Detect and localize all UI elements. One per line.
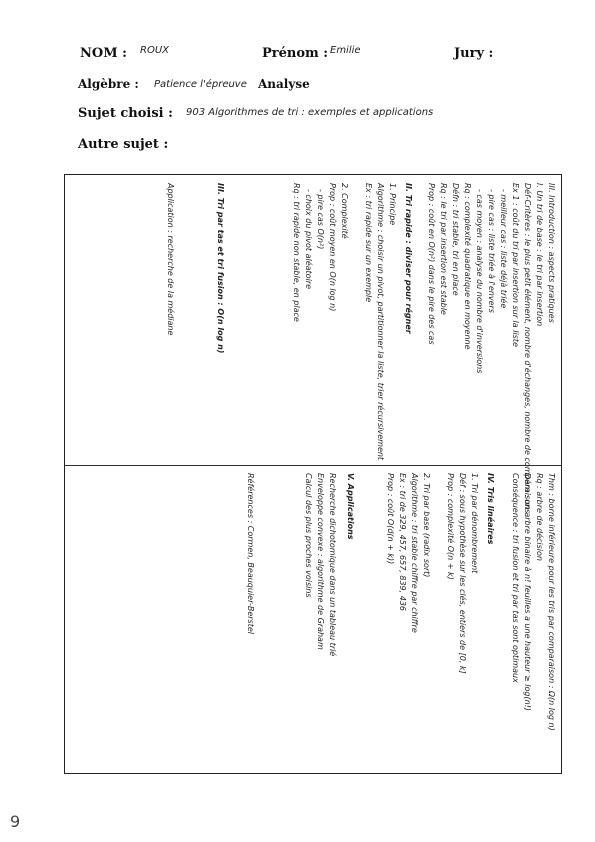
plan-bottom-line: Recherche dichotomique dans un tableau trié xyxy=(328,473,337,657)
plan-frame xyxy=(64,174,562,774)
plan-bottom-line: Thm : borne inférieure pour les tris par comparaison : Ω(n log n) xyxy=(547,473,556,731)
plan-top-line: Ex 1 : coût du tri par insertion sur la liste xyxy=(511,183,520,347)
plan-bottom-line: Prop : coût O(d(n + k)) xyxy=(386,473,395,565)
plan-top-line: Déf-Critères : le plus petit élément, nombre d'échanges, nombre de comparaisons xyxy=(523,183,532,514)
jury-label: Jury : xyxy=(454,46,494,61)
page-number: 9 xyxy=(10,812,21,831)
plan-top-line: III. Introduction : aspects pratiques xyxy=(547,183,556,323)
prenom-label: Prénom : xyxy=(262,46,329,61)
prenom-value: Emilie xyxy=(330,45,361,56)
sujet-value: 903 Algorithmes de tri : exemples et applications xyxy=(186,107,434,118)
autre-sujet-label: Autre sujet : xyxy=(78,137,169,152)
plan-bottom-line: Enveloppe convexe : algorithme de Graham xyxy=(316,473,325,650)
plan-top-line: Rq : complexité quadratique en moyenne xyxy=(463,183,472,350)
plan-divider xyxy=(65,465,561,466)
algebre-label: Algèbre : xyxy=(78,77,139,91)
plan-top-line: - choix du pivot aléatoire xyxy=(304,189,313,290)
plan-bottom-line: 1. Tri par dénombrement xyxy=(470,473,479,574)
plan-bottom-line: Références : Cormen, Beauquier-Berstel xyxy=(246,473,255,634)
plan-top-line: Défn : tri stable, tri en place xyxy=(451,183,460,296)
plan-bottom-line: Rq : arbre de décision xyxy=(535,473,544,561)
plan-top-line: Prop : coût en O(n²) dans le pire des cas xyxy=(427,183,436,345)
plan-bottom-line: 2. Tri par base (radix sort) xyxy=(422,473,431,578)
nom-label: NOM : xyxy=(80,46,127,61)
plan-bottom-line: Prop : complexité O(n + k) xyxy=(446,473,455,580)
plan-bottom-line: IV. Tris linéaires xyxy=(486,473,495,545)
plan-bottom-line: V. Applications xyxy=(346,473,355,540)
plan-bottom-line: Déf : sous hypothèse sur les clés, entiers de [0, k] xyxy=(458,473,467,674)
plan-bottom-line: Ex : tri de 329, 457, 657, 839, 436 xyxy=(398,473,407,611)
plan-top-line: Prop : coût moyen en O(n log n) xyxy=(328,183,337,312)
plan-top-line: - meilleur cas : liste déjà triée xyxy=(499,189,508,309)
plan-top-line: Ex : tri rapide sur un exemple xyxy=(364,183,373,303)
plan-top-line: Application : recherche de la médiane xyxy=(166,183,175,336)
plan-top-line: - pire cas O(n²) xyxy=(316,189,325,250)
analyse-label: Analyse xyxy=(258,77,310,91)
plan-top-line: 2. Complexité xyxy=(340,183,349,239)
nom-value: ROUX xyxy=(140,45,169,56)
sujet-label: Sujet choisi : xyxy=(78,106,173,121)
plan-top-line: Rq : le tri par insertion est stable xyxy=(439,183,448,315)
plan-bottom-line: Conséquence : tri fusion et tri par tas sont optimaux xyxy=(511,473,520,683)
plan-top-line: III. Tri par tas et tri fusion : O(n log n) xyxy=(216,183,225,354)
plan-top-line: I. Un tri de base : le tri par insertion xyxy=(535,183,544,327)
plan-top-line: - pire cas : liste triée à l'envers xyxy=(487,189,496,313)
plan-top-line: Algorithme : choisir un pivot, partitionner la liste, trier récursivement xyxy=(376,183,385,461)
plan-bottom-line: Algorithme : tri stable chiffre par chiffre xyxy=(410,473,419,633)
plan-top-line: II. Tri rapide : diviser pour régner xyxy=(404,183,413,334)
algebre-note: Patience l'épreuve xyxy=(154,79,247,90)
plan-top-line: Rq : tri rapide non stable, en place xyxy=(292,183,301,322)
plan-top-line: 1. Principe xyxy=(388,183,397,226)
plan-top-line: - cas moyen : analyse du nombre d'inversions xyxy=(475,189,484,374)
plan-bottom-line: Calcul des plus proches voisins xyxy=(304,473,313,598)
plan-bottom-line: Dém : un arbre binaire à n! feuilles a une hauteur ≥ log(n!) xyxy=(523,473,532,712)
